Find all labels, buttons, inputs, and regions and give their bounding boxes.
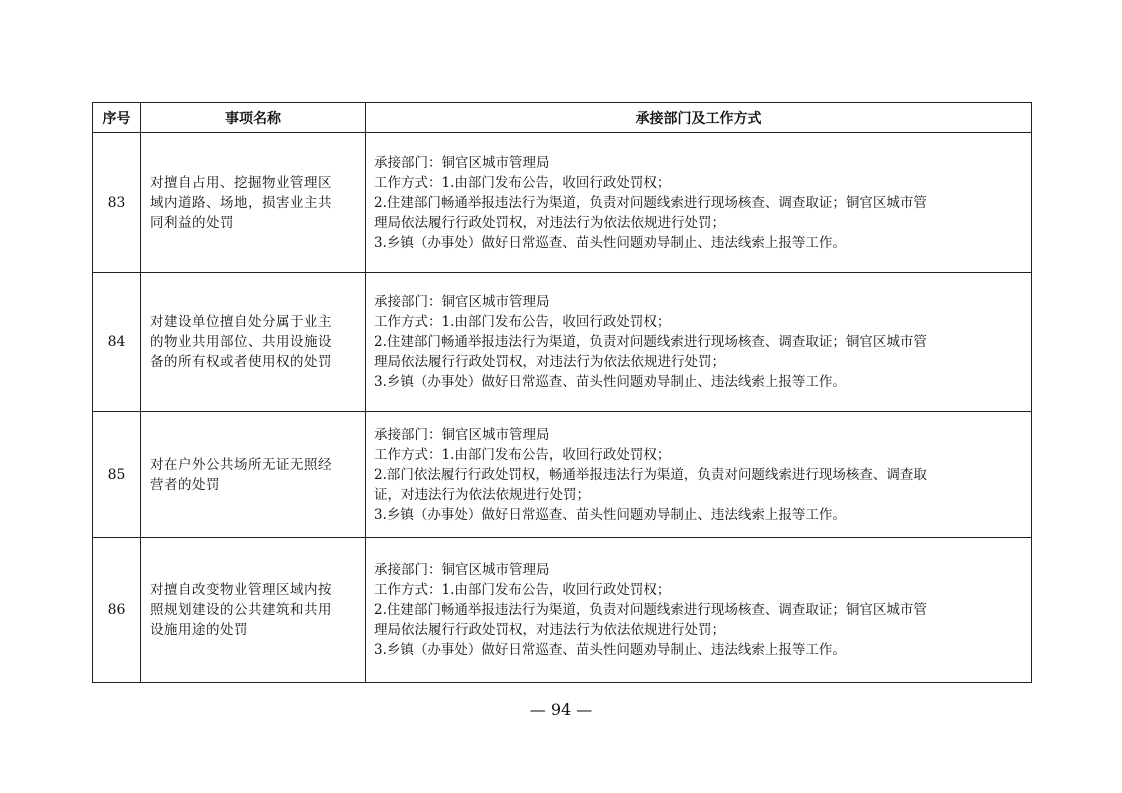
desc-line: 2.住建部门畅通举报违法行为渠道，负责对问题线索进行现场核查、调查取证；铜官区城市管 [374, 334, 927, 350]
row-item-name [141, 538, 366, 683]
name-line: 同利益的处罚 [150, 214, 234, 231]
row-item-name [141, 133, 366, 273]
desc-line: 工作方式：1.由部门发布公告，收回行政处罚权； [374, 174, 671, 191]
desc-line: 承接部门：铜官区城市管理局 [374, 154, 550, 171]
row-item-name [141, 273, 366, 412]
name-line: 域内道路、场地，损害业主共 [150, 194, 332, 211]
desc-line: 工作方式：1.由部门发布公告，收回行政处罚权； [374, 446, 671, 463]
name-line: 营者的处罚 [150, 476, 220, 493]
row-description [366, 538, 1032, 683]
table-row [93, 133, 1032, 273]
desc-line: 3.乡镇（办事处）做好日常巡查、苗头性问题劝导制止、违法线索上报等工作。 [374, 234, 846, 251]
desc-line: 2.部门依法履行行政处罚权，畅通举报违法行为渠道，负责对问题线索进行现场核查、调查取 [374, 466, 927, 483]
row-serial: 85 [93, 412, 141, 538]
row-item-name [141, 412, 366, 538]
desc-line: 理局依法履行行政处罚权，对违法行为依法依规进行处罚； [374, 354, 725, 370]
desc-line: 理局依法履行行政处罚权，对违法行为依法依规进行处罚； [374, 214, 725, 231]
header-item-name: 事项名称 [141, 103, 366, 133]
desc-line: 3.乡镇（办事处）做好日常巡查、苗头性问题劝导制止、违法线索上报等工作。 [374, 374, 846, 390]
desc-line: 承接部门：铜官区城市管理局 [374, 426, 550, 443]
table-row [93, 412, 1032, 538]
row-description [366, 273, 1032, 412]
row-serial: 83 [93, 133, 141, 273]
desc-line: 证，对违法行为依法依规进行处罚； [374, 486, 590, 503]
desc-line: 2.住建部门畅通举报违法行为渠道，负责对问题线索进行现场核查、调查取证；铜官区城市管 [374, 194, 927, 211]
desc-line: 2.住建部门畅通举报违法行为渠道，负责对问题线索进行现场核查、调查取证；铜官区城市管 [374, 602, 927, 618]
name-line: 的物业共用部位、共用设施设 [150, 334, 332, 350]
table-row [93, 538, 1032, 683]
header-department-method: 承接部门及工作方式 [366, 103, 1032, 133]
name-line: 对在户外公共场所无证无照经 [150, 456, 332, 473]
items-table [92, 102, 1032, 683]
name-line: 对擅自改变物业管理区域内按 [150, 582, 332, 598]
row-serial: 84 [93, 273, 141, 412]
table-header-row [93, 103, 1032, 133]
desc-line: 工作方式：1.由部门发布公告，收回行政处罚权； [374, 314, 671, 330]
row-serial: 86 [93, 538, 141, 683]
name-line: 对建设单位擅自处分属于业主 [150, 314, 332, 330]
name-line: 备的所有权或者使用权的处罚 [150, 354, 332, 370]
row-description [366, 133, 1032, 273]
name-line: 照规划建设的公共建筑和共用 [150, 602, 332, 618]
desc-line: 承接部门：铜官区城市管理局 [374, 562, 550, 578]
page-number: — 94 — [529, 700, 593, 719]
desc-line: 3.乡镇（办事处）做好日常巡查、苗头性问题劝导制止、违法线索上报等工作。 [374, 506, 846, 523]
desc-line: 3.乡镇（办事处）做好日常巡查、苗头性问题劝导制止、违法线索上报等工作。 [374, 642, 846, 658]
desc-line: 承接部门：铜官区城市管理局 [374, 294, 550, 310]
desc-line: 工作方式：1.由部门发布公告，收回行政处罚权； [374, 582, 671, 598]
name-line: 对擅自占用、挖掘物业管理区 [150, 174, 332, 191]
name-line: 设施用途的处罚 [150, 622, 248, 638]
row-description [366, 412, 1032, 538]
desc-line: 理局依法履行行政处罚权，对违法行为依法依规进行处罚； [374, 622, 725, 638]
table-row [93, 273, 1032, 412]
header-serial: 序号 [93, 103, 141, 133]
